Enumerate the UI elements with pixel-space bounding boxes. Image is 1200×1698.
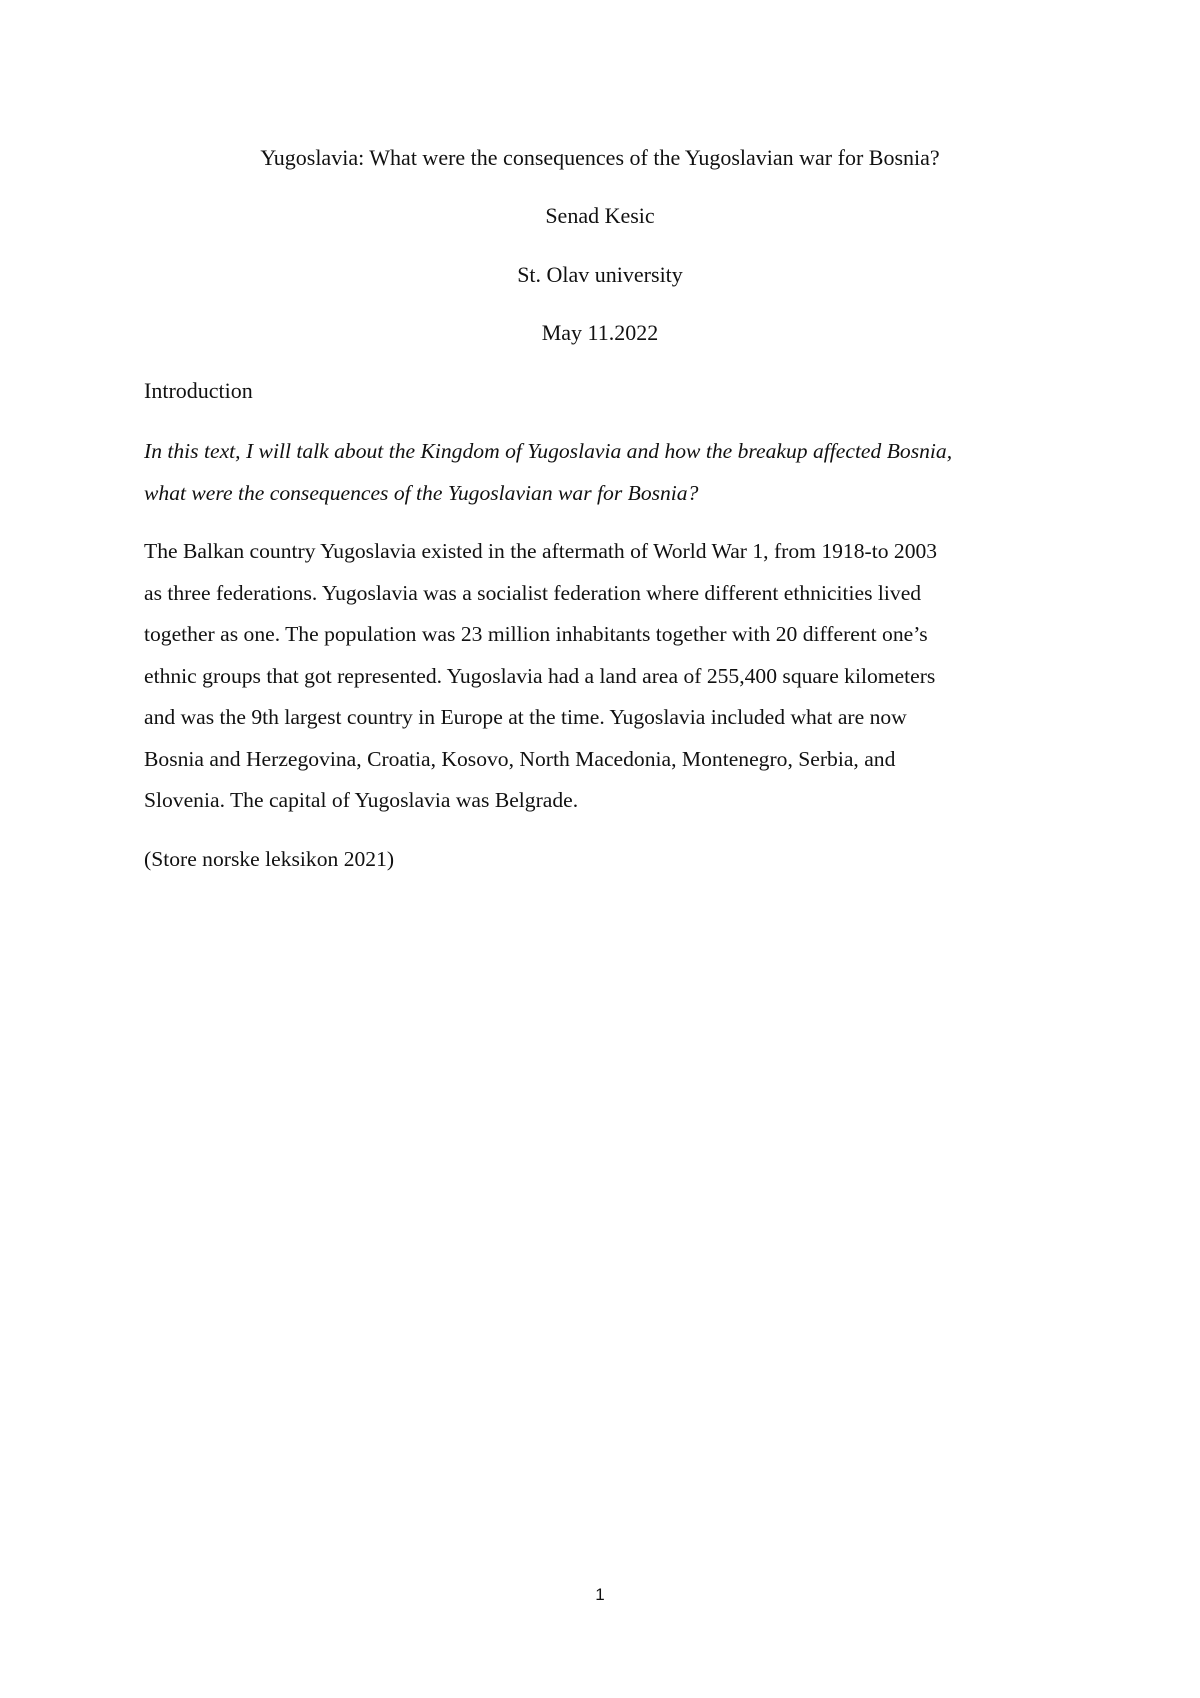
paragraph-line: and was the 9th largest country in Europe at the time. Yugoslavia included what are now xyxy=(144,705,907,729)
intro-italic-paragraph xyxy=(144,431,1064,514)
affiliation: St. Olav university xyxy=(517,262,683,287)
document-date: May 11.2022 xyxy=(541,320,659,345)
paragraph-line: as three federations. Yugoslavia was a socialist federation where different ethnicities lived xyxy=(144,580,922,605)
page-number: 1 xyxy=(595,1585,605,1604)
paragraph-line: The Balkan country Yugoslavia existed in the aftermath of World War 1, from 1918-to 2003 xyxy=(144,539,938,563)
body-paragraph xyxy=(144,531,1064,822)
citation: (Store norske leksikon 2021) xyxy=(144,847,395,871)
paragraph-line: In this text, I will talk about the Kingdom of Yugoslavia and how the breakup affected Bosnia, xyxy=(144,439,953,463)
paragraph-line: ethnic groups that got represented. Yugoslavia had a land area of 255,400 square kilometers xyxy=(144,663,936,688)
paragraph-line: Bosnia and Herzegovina, Croatia, Kosovo, North Macedonia, Montenegro, Serbia, and xyxy=(144,746,896,771)
section-heading-introduction: Introduction xyxy=(144,378,253,403)
paragraph-line: together as one. The population was 23 million inhabitants together with 20 different one’s xyxy=(144,622,928,646)
document-title: Yugoslavia: What were the consequences of the Yugoslavian war for Bosnia? xyxy=(260,145,940,170)
paragraph-line: Slovenia. The capital of Yugoslavia was Belgrade. xyxy=(144,788,579,812)
author-name: Senad Kesic xyxy=(545,203,655,228)
paragraph-line: what were the consequences of the Yugoslavian war for Bosnia? xyxy=(144,480,699,505)
